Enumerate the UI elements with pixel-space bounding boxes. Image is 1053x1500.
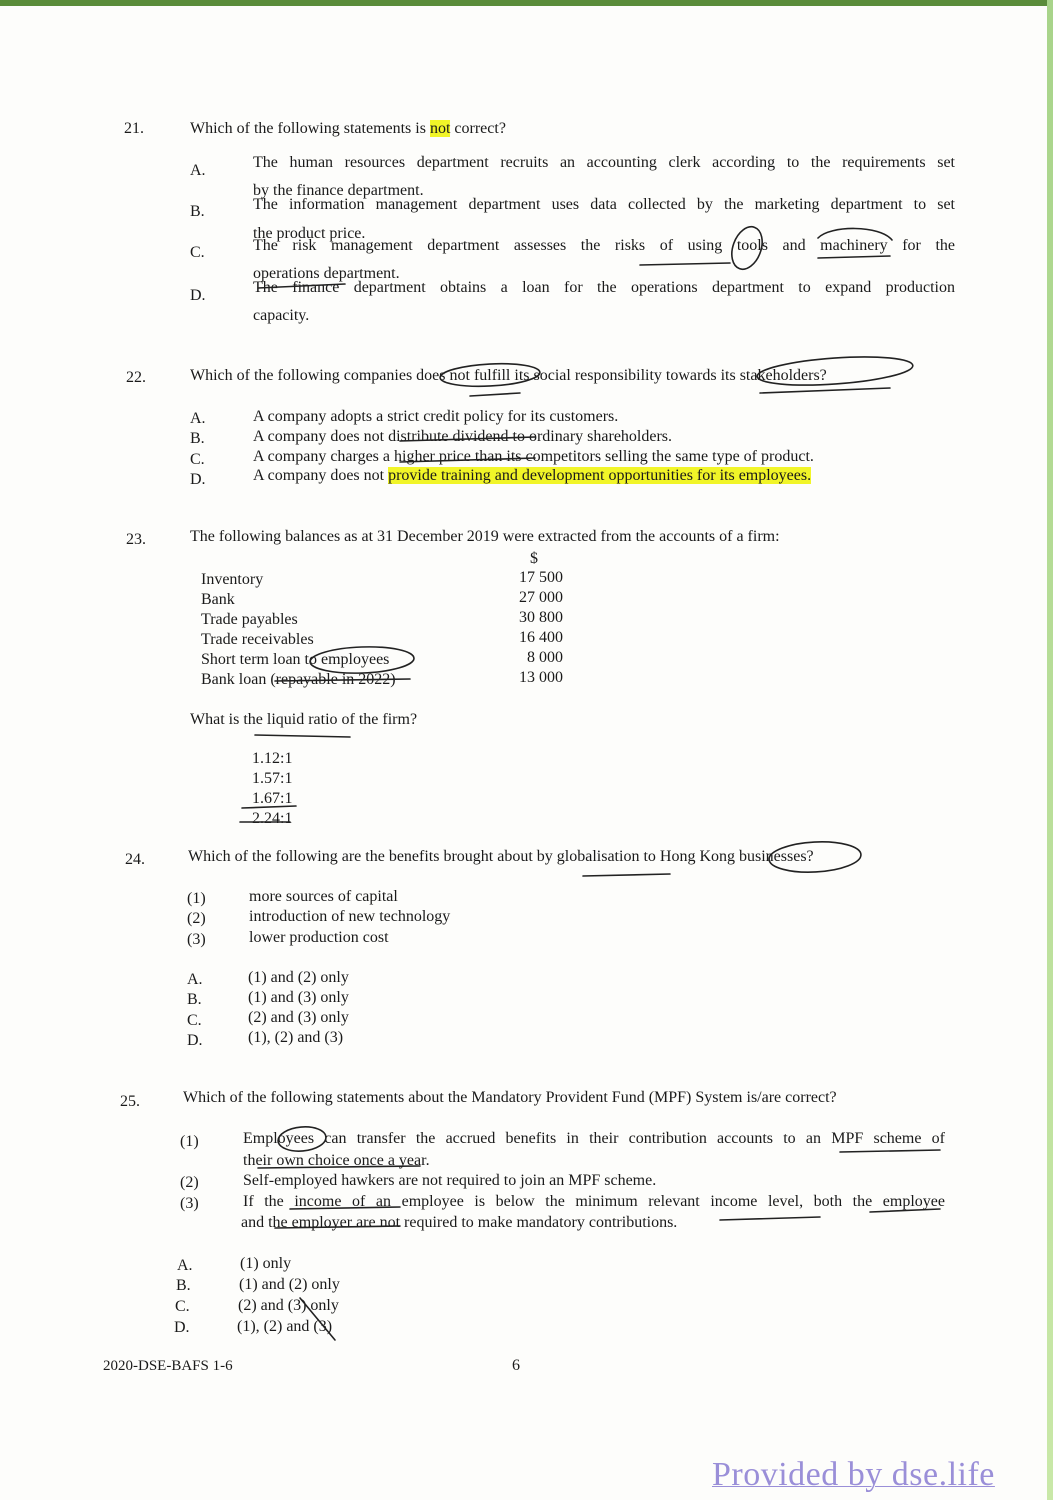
q25-option-a-letter: A. bbox=[177, 1257, 193, 1274]
q22-option-a-letter: A. bbox=[190, 410, 206, 427]
q25-statement-2-line1: Self-employed hawkers are not required to join an MPF scheme. bbox=[243, 1172, 657, 1189]
q21-option-b-line1: The information management department uses data collected by the marketing department to set bbox=[253, 196, 955, 213]
q23-balance-item: Bank loan (repayable in 2022) bbox=[201, 671, 396, 688]
q21-option-a-line1: The human resources department recruits an accounting clerk according to the requirements set bbox=[253, 154, 955, 171]
q25-statement-num: (3) bbox=[180, 1195, 199, 1212]
q22-option-c-text: A company charges a higher price than its competitors selling the same type of product. bbox=[253, 448, 814, 465]
q23-balance-amount: 27 000 bbox=[519, 589, 563, 606]
page-number: 6 bbox=[512, 1357, 520, 1374]
q23-balance-amount: 13 000 bbox=[519, 669, 563, 686]
q25-option-b-letter: B. bbox=[176, 1277, 191, 1294]
q23-question: What is the liquid ratio of the firm? bbox=[190, 711, 418, 728]
q24-option-b-letter: B. bbox=[187, 991, 202, 1008]
pen-underline-stakeholders bbox=[760, 388, 890, 393]
q25-option-c-letter: C. bbox=[175, 1298, 190, 1315]
q24-statement-num: (2) bbox=[187, 910, 206, 927]
q24-number: 24. bbox=[125, 851, 145, 868]
q22-option-c-letter: C. bbox=[190, 451, 205, 468]
q24-statement-text: more sources of capital bbox=[249, 888, 398, 905]
pen-underline-fulfill bbox=[470, 393, 520, 396]
q24-option-c-text: (2) and (3) only bbox=[248, 1009, 349, 1026]
page-edge-top bbox=[0, 0, 1053, 6]
q24-option-a-letter: A. bbox=[187, 971, 203, 988]
q21-option-a-letter: A. bbox=[190, 162, 206, 179]
q25-statement-1-line1: Employees can transfer the accrued benefits in their contribution accounts to an MPF scheme of bbox=[243, 1130, 945, 1147]
q22-option-a-text: A company adopts a strict credit policy for its customers. bbox=[253, 408, 619, 425]
q25-option-c-text: (2) and (3) only bbox=[238, 1297, 339, 1314]
q25-stem: Which of the following statements about the Mandatory Provident Fund (MPF) System is/are correct? bbox=[183, 1089, 837, 1106]
q23-option-2: 1.57:1 bbox=[252, 770, 293, 787]
q24-option-d-text: (1), (2) and (3) bbox=[248, 1029, 344, 1046]
q23-currency-header: $ bbox=[530, 550, 538, 567]
q25-statement-num: (2) bbox=[180, 1174, 199, 1191]
q23-balance-amount: 8 000 bbox=[527, 649, 563, 666]
q21-option-b-line2: the product price. bbox=[253, 225, 366, 242]
q21-option-d-line2: capacity. bbox=[253, 307, 310, 324]
q25-number: 25. bbox=[120, 1093, 140, 1110]
q22-option-b-text: A company does not distribute dividend to ordinary shareholders. bbox=[253, 428, 673, 445]
q23-balance-item: Trade payables bbox=[201, 611, 298, 628]
q24-statement-text: introduction of new technology bbox=[249, 908, 451, 925]
q25-statement-3-line1: If the income of an employee is below the minimum relevant income level, both the employee bbox=[243, 1193, 945, 1210]
q25-statement-1-line2: their own choice once a year. bbox=[243, 1152, 430, 1169]
q24-option-c-letter: C. bbox=[187, 1012, 202, 1029]
q23-number: 23. bbox=[126, 531, 146, 548]
q23-balance-amount: 17 500 bbox=[519, 569, 563, 586]
paper-code: 2020-DSE-BAFS 1-6 bbox=[103, 1358, 233, 1374]
q25-option-d-text: (1), (2) and (3) bbox=[237, 1318, 333, 1335]
q24-option-b-text: (1) and (3) only bbox=[248, 989, 349, 1006]
q25-option-d-letter: D. bbox=[174, 1319, 190, 1336]
q23-option-3: 1.67:1 bbox=[252, 790, 293, 807]
q21-option-d-line1: The finance department obtains a loan for the operations department to expand production bbox=[253, 279, 955, 296]
q21-option-c-letter: C. bbox=[190, 244, 205, 261]
q21-stem: Which of the following statements is not correct? bbox=[190, 120, 506, 137]
q21-option-c-line1: The risk management department assesses the risks of using tools and machinery for the bbox=[253, 237, 955, 254]
q22-option-b-letter: B. bbox=[190, 430, 205, 447]
q24-option-d-letter: D. bbox=[187, 1032, 203, 1049]
q21-option-d-letter: D. bbox=[190, 287, 206, 304]
q24-option-a-text: (1) and (2) only bbox=[248, 969, 349, 986]
q22-stem: Which of the following companies does not fulfill its social responsibility towards its stakeholders? bbox=[190, 367, 827, 384]
q23-option-4: 2.24:1 bbox=[252, 810, 293, 827]
pen-underline-machinery bbox=[818, 256, 890, 258]
q23-balance-item: Short term loan to employees bbox=[201, 651, 390, 668]
q21-option-b-letter: B. bbox=[190, 203, 205, 220]
q25-statement-3-line2: and the employer are not required to make mandatory contributions. bbox=[241, 1214, 678, 1231]
q25-option-b-text: (1) and (2) only bbox=[239, 1276, 340, 1293]
q24-statement-num: (3) bbox=[187, 931, 206, 948]
q24-statement-num: (1) bbox=[187, 890, 206, 907]
page-edge-right bbox=[1047, 0, 1053, 1500]
watermark-link[interactable]: Provided by dse.life bbox=[712, 1456, 995, 1493]
pen-underline-scheme bbox=[840, 1150, 940, 1152]
q23-option-1: 1.12:1 bbox=[252, 750, 293, 767]
pen-underline-using bbox=[640, 263, 730, 265]
pen-underline-contributions bbox=[720, 1217, 820, 1220]
q23-stem: The following balances as at 31 December 2019 were extracted from the accounts of a firm: bbox=[190, 528, 780, 545]
pen-underline-globalisation bbox=[583, 874, 670, 876]
q25-statement-num: (1) bbox=[180, 1133, 199, 1150]
q21-number: 21. bbox=[124, 120, 144, 137]
q23-balance-item: Inventory bbox=[201, 571, 264, 588]
q22-number: 22. bbox=[126, 369, 146, 386]
q23-balance-item: Bank bbox=[201, 591, 235, 608]
pen-underline-liquid bbox=[255, 735, 350, 737]
q24-statement-text: lower production cost bbox=[249, 929, 389, 946]
q23-balance-amount: 16 400 bbox=[519, 629, 563, 646]
q22-option-d-text: A company does not provide training and development opportunities for its employees. bbox=[253, 467, 812, 484]
q21-option-a-line2: by the finance department. bbox=[253, 182, 424, 199]
q22-option-d-letter: D. bbox=[190, 471, 206, 488]
q21-option-c-line2: operations department. bbox=[253, 265, 400, 282]
q23-balance-item: Trade receivables bbox=[201, 631, 314, 648]
q25-option-a-text: (1) only bbox=[240, 1255, 292, 1272]
q23-balance-amount: 30 800 bbox=[519, 609, 563, 626]
q24-stem: Which of the following are the benefits brought about by globalisation to Hong Kong businesses? bbox=[188, 848, 814, 865]
